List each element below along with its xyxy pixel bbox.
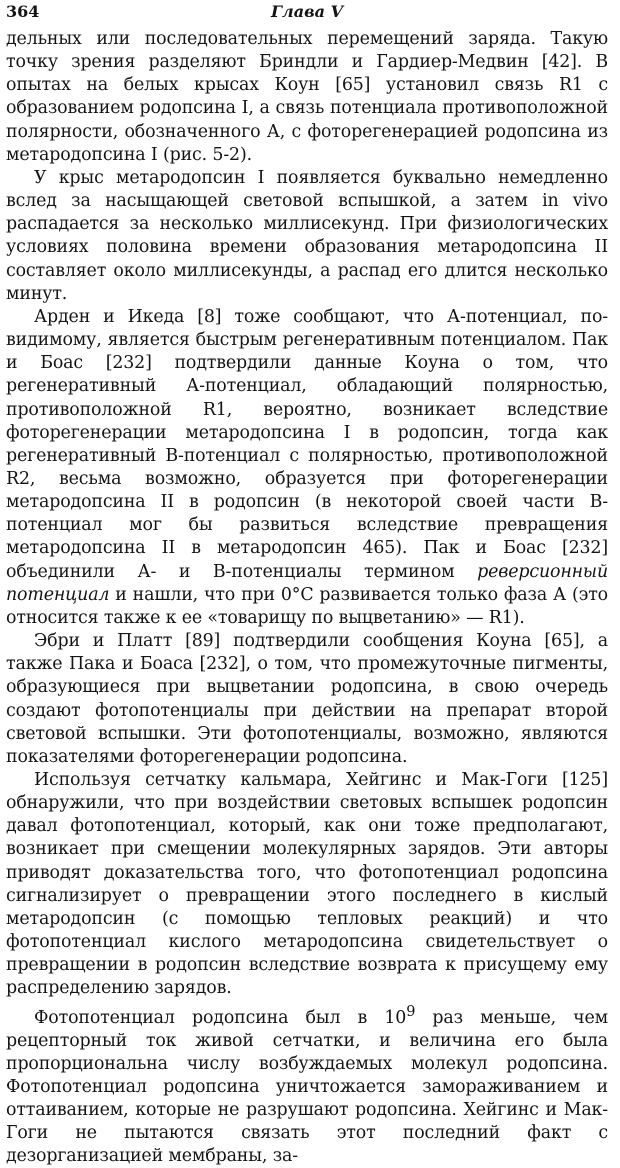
paragraph-4-text: Эбри и Платт [89] подтвердили сообщения Коуна [65], а также Пака и Боаса [232], о том, что промежуточные пигменты, образующиеся при выцветании родопсина, в свою очередь создают фотопотенциалы при действии на препарат второй световой вспышки. Эти фотопотенциалы, возможно, являются показателями фоторегенерации родопсина. xyxy=(6,631,608,767)
paragraph-6-text-before: Фотопотенциал родопсина был в 10 xyxy=(34,1007,407,1028)
paragraph-2 xyxy=(6,167,608,306)
paragraph-4 xyxy=(6,630,608,769)
chapter-title: Глава V xyxy=(271,2,343,21)
paragraph-3-text-after: и нашли, что при 0°С развивается только фаза А (это относится также к ее «товарищу по выцветанию» — R1). xyxy=(6,584,608,628)
exponent: 9 xyxy=(406,1003,416,1020)
page-number: 364 xyxy=(6,2,40,21)
paragraph-2-text: У крыс метародопсин I появляется буквально немедленно вслед за насыщающей световой вспышкой, а затем in vivo распадается за несколько миллисекунд. При физиологических условиях половина времени образования метародопсина II составляет около миллисекунды, а распад его длится несколько минут. xyxy=(6,167,608,304)
paragraph-5 xyxy=(6,769,608,1001)
paragraph-6 xyxy=(6,1001,608,1168)
running-head xyxy=(6,2,608,28)
paragraph-3 xyxy=(6,306,608,630)
term-reversal-potential: реверсионный потенциал xyxy=(6,561,608,605)
paragraph-5-text: Используя сетчатку кальмара, Хейгинс и Мак-Гоги [125] обнаружили, что при воздействии световых вспышек родопсин давал фотопотенциал, который, как они тоже предполагают, возникает при смещении молекулярных зарядов. Эти авторы приводят доказательства того, что фотопотенциал родопсина сигнализирует о превращении этого последнего в кислый метародопсин (с помощью тепловых реакций) и что фотопотенциал кислого метародопсина свидетельствует о превращении в родопсин вследствие возврата к присущему ему распределению зарядов. xyxy=(6,770,608,999)
paragraph-6-text-after: раз меньше, чем рецепторный ток живой сетчатки, и величина его была пропорциональна числу возбуждаемых молекул родопсина. Фотопотенциал родопсина уничтожается замораживанием и оттаиванием, которые не разрушают родопсина. Хейгинс и Мак-Гоги не пытаются связать этот последний факт с дезорганизацией мембраны, за- xyxy=(6,1007,608,1167)
paragraph-1-text: дельных или последовательных перемещений заряда. Такую точку зрения разделяют Бриндли и Гардиер-Медвин [42]. В опытах на белых крысах Коун [65] установил связь R1 с образованием родопсина I, а связь потенциала противоположной полярности, обозначенного А, с фоторегенерацией родопсина из метародопсина I (рис. 5-2). xyxy=(6,29,608,165)
paragraph-3-text-before: Арден и Икеда [8] тоже сообщают, что А-потенциал, по-видимому, является быстрым регенеративным потенциалом. Пак и Боас [232] подтвердили данные Коуна о том, что регенеративный А-потенциал, обладающий полярностью, противоположной R1, вероятно, возникает вследствие фоторегенерации метародопсина I в родопсин, тогда как регенеративный В-потенциал с полярностью, противоположной R2, весьма возможно, образуется при фоторегенерации метародопсина II в родопсин (в некоторой своей части В-потенциал мог бы развиться вследствие превращения метародопсина II в метародопсин 465). Пак и Боас [232] объединили А- и В-потенциалы термином xyxy=(6,306,608,582)
paragraph-1 xyxy=(6,28,608,167)
